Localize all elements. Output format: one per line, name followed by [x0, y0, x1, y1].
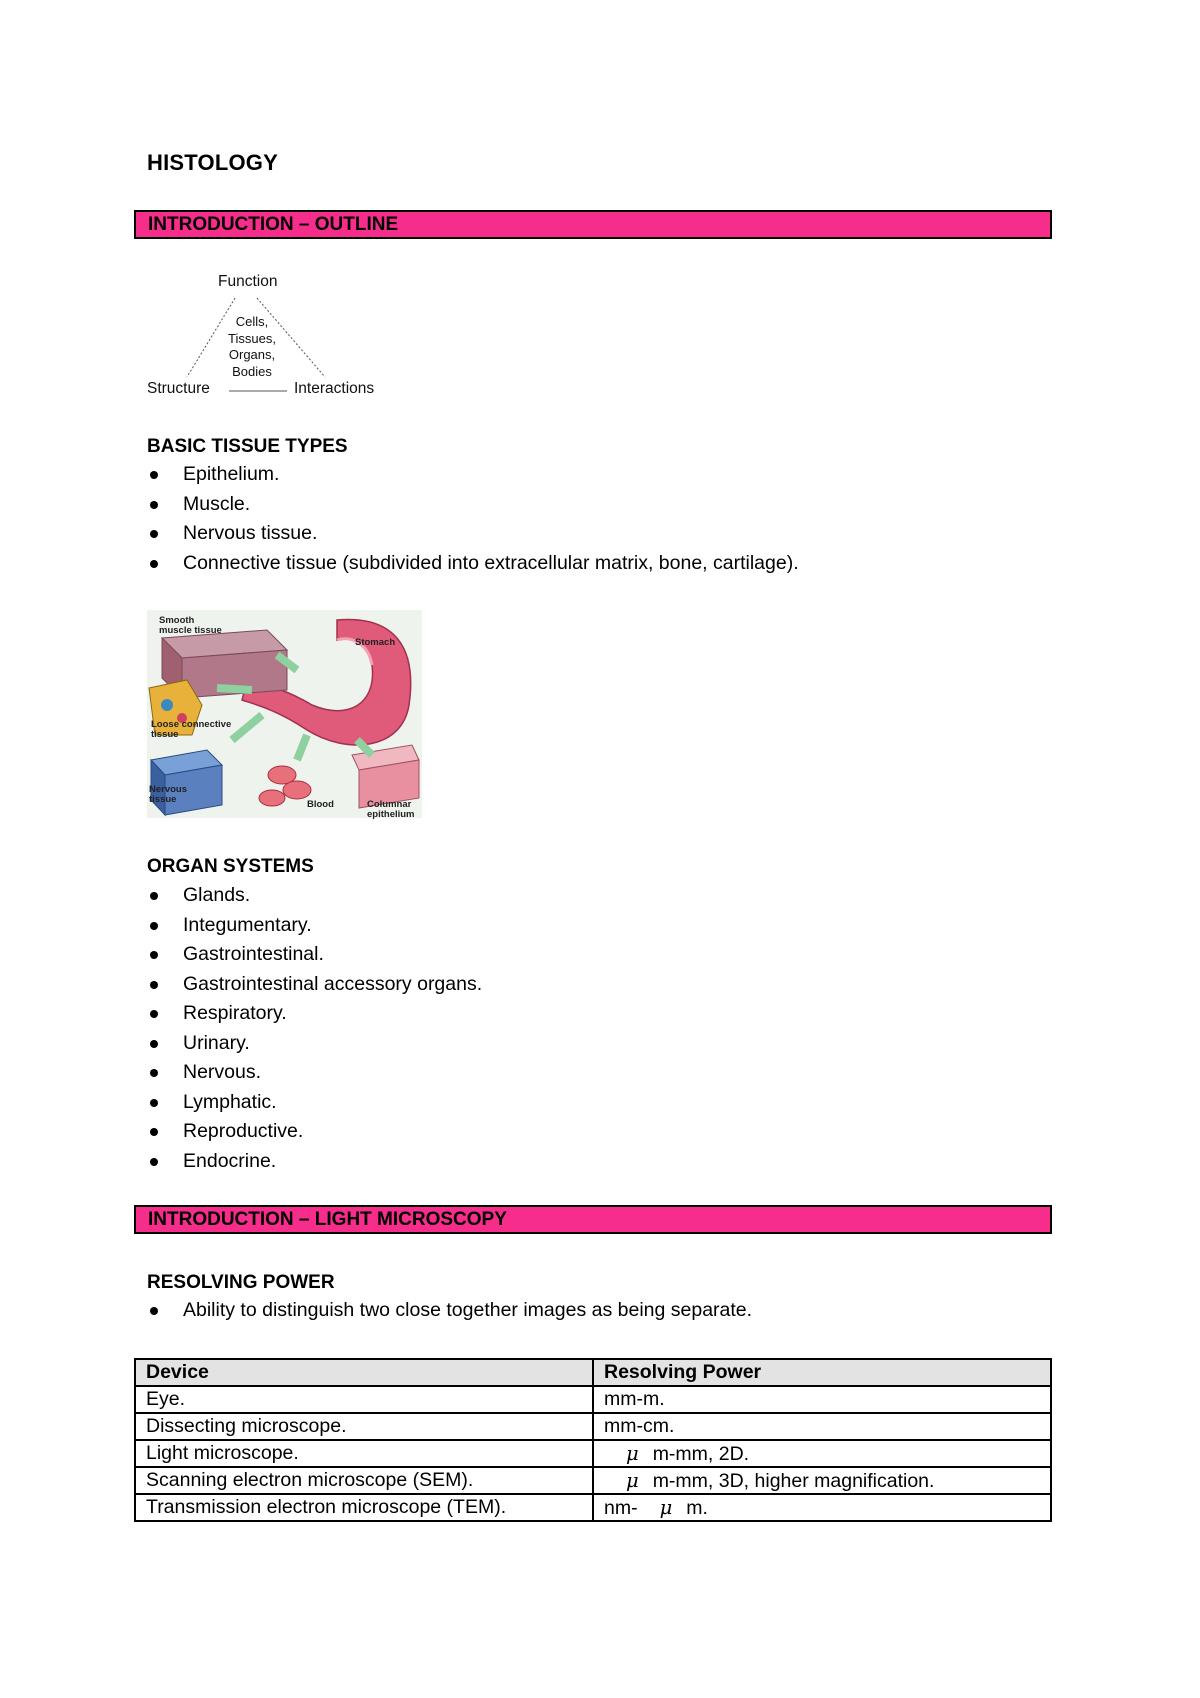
list-item: Urinary.: [147, 1029, 482, 1059]
table-cell-device: Scanning electron microscope (SEM).: [135, 1467, 593, 1494]
columnar-epithelium-label: Columnar epithelium: [367, 799, 415, 820]
resolving-power-value: m-mm, 2D.: [652, 1442, 750, 1465]
table-cell-device: Transmission electron microscope (TEM).: [135, 1494, 593, 1521]
diagram-structure-label: Structure: [147, 380, 210, 397]
table-cell-device: Dissecting microscope.: [135, 1413, 593, 1440]
list-item: Glands.: [147, 881, 482, 911]
organ-systems-list: [147, 881, 482, 1176]
mu-symbol: μ: [659, 1495, 673, 1519]
resolving-power-prefix: nm-: [604, 1496, 638, 1519]
loose-connective-label: Loose connective tissue: [151, 719, 232, 740]
section-header-outline: INTRODUCTION – OUTLINE: [134, 210, 1052, 239]
table-cell-resolving-power: [593, 1413, 1051, 1440]
organ-systems-heading: ORGAN SYSTEMS: [147, 856, 314, 877]
list-item: Respiratory.: [147, 999, 482, 1029]
tissue-types-illustration: [147, 610, 422, 818]
resolving-power-table: [134, 1358, 1052, 1522]
resolving-power-heading: RESOLVING POWER: [147, 1272, 335, 1293]
list-item: Endocrine.: [147, 1147, 482, 1177]
resolving-power-value: m-mm, 3D, higher magnification.: [652, 1469, 935, 1492]
blood-label: Blood: [307, 799, 334, 810]
diagram-center-line: Cells,: [235, 314, 269, 329]
table-row: [135, 1467, 1051, 1494]
table-header-device: Device: [135, 1359, 593, 1386]
stomach-label: Stomach: [355, 637, 396, 648]
diagram-center-text: [219, 314, 285, 380]
document-title: HISTOLOGY: [147, 150, 278, 175]
mu-symbol: μ: [626, 1468, 639, 1492]
table-cell-resolving-power: [593, 1494, 1051, 1521]
basic-tissue-types-list: [147, 460, 799, 578]
table-row: [135, 1413, 1051, 1440]
resolving-power-value: m.: [686, 1496, 708, 1519]
nervous-tissue-label: Nervous tissue: [149, 784, 188, 805]
diagram-center-line: Bodies: [232, 363, 272, 379]
resolving-power-value: mm-m.: [604, 1388, 665, 1410]
table-row: [135, 1440, 1051, 1467]
diagram-center-line: Organs,: [228, 347, 276, 362]
list-item: Reproductive.: [147, 1117, 482, 1147]
diagram-center-line: Tissues,: [228, 330, 276, 346]
table-cell-resolving-power: [593, 1467, 1051, 1494]
diagram-function-label: Function: [218, 273, 278, 290]
list-item: Integumentary.: [147, 911, 482, 941]
list-item: Gastrointestinal accessory organs.: [147, 970, 482, 1000]
list-item: Ability to distinguish two close together images as being separate.: [147, 1296, 752, 1326]
function-structure-diagram: [147, 270, 387, 405]
table-row: [135, 1386, 1051, 1413]
list-item: Gastrointestinal.: [147, 940, 482, 970]
table-row: [135, 1494, 1051, 1521]
list-item: Nervous.: [147, 1058, 482, 1088]
section-header-light-microscopy: INTRODUCTION – LIGHT MICROSCOPY: [134, 1205, 1052, 1234]
list-item: Nervous tissue.: [147, 519, 799, 549]
diagram-interactions-label: Interactions: [294, 380, 375, 397]
table-cell-resolving-power: [593, 1440, 1051, 1467]
table-header-row: [135, 1359, 1051, 1386]
smooth-muscle-label: Smooth muscle tissue: [159, 615, 222, 636]
table-cell-device: Light microscope.: [135, 1440, 593, 1467]
resolving-power-value: mm-cm.: [604, 1415, 675, 1437]
list-item: Connective tissue (subdivided into extracellular matrix, bone, cartilage).: [147, 549, 799, 579]
list-item: Muscle.: [147, 490, 799, 520]
table-cell-resolving-power: [593, 1386, 1051, 1413]
table-cell-device: Eye.: [135, 1386, 593, 1413]
resolving-power-list: [147, 1296, 752, 1326]
list-item: Epithelium.: [147, 460, 799, 490]
mu-symbol: μ: [626, 1441, 639, 1465]
basic-tissue-types-heading: BASIC TISSUE TYPES: [147, 436, 348, 457]
table-header-resolving-power: Resolving Power: [593, 1359, 1051, 1386]
list-item: Lymphatic.: [147, 1088, 482, 1118]
